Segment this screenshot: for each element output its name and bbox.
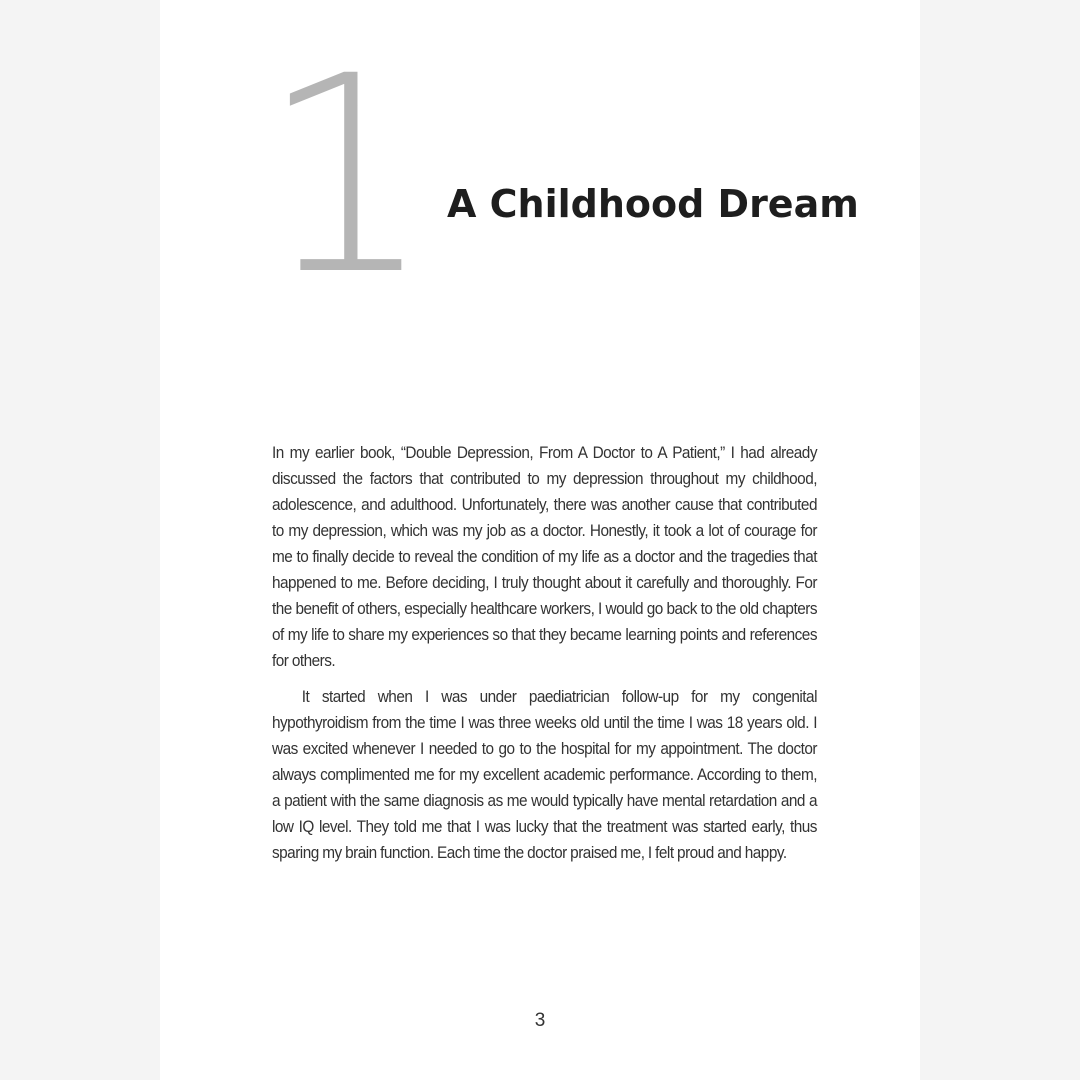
paragraph-2: It started when I was under paediatrician follow-up for my congenital hypothyroidism from the time I was three weeks old until the time I was 18 years old. I was excited whenever I needed to go to the hospital for my appointment. The doctor always complimented me for my excellent academic performance. According to them, a patient with the same diagnosis as me would typically have mental retardation and a low IQ level. They told me that I was lucky that the treatment was started early, thus sparing my brain function. Each time the doctor praised me, I felt proud and happy. (272, 688, 817, 862)
paragraph-1: In my earlier book, “Double Depression, From A Doctor to A Patient,” I had already discussed the factors that contributed to my depression throughout my childhood, adolescence, and adulthood. Unfortunately, there was another cause that contributed to my depression, which was my job as a doctor. Honestly, it took a lot of courage for me to finally decide to reveal the condition of my life as a doctor and the tragedies that happened to me. Before deciding, I truly thought about it carefully and thoroughly. For the benefit of others, especially healthcare workers, I would go back to the old chapters of my life to share my experiences so that they became learning points and references for others. (272, 444, 817, 670)
book-page (160, 0, 920, 1080)
chapter-title: A Childhood Dream (447, 182, 859, 226)
chapter-number: 1 (260, 19, 428, 335)
page-number: 3 (534, 1010, 546, 1031)
body-text (272, 440, 817, 866)
